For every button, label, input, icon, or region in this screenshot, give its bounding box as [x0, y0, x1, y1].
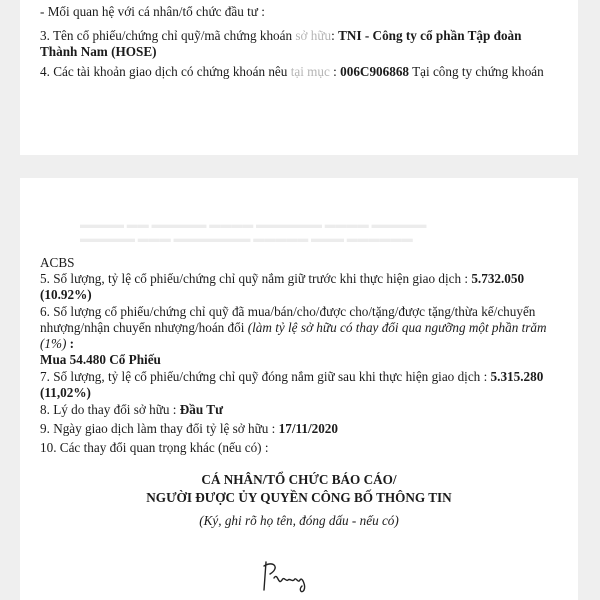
item-4-account: 006C906868 — [340, 64, 410, 79]
item-3-colon: : — [331, 28, 339, 43]
document-page-top — [20, 0, 578, 155]
item-3-value: TNI - Công ty cổ phần Tập đoàn — [338, 28, 522, 43]
handwritten-signature — [260, 556, 320, 596]
item-4-label: 4. Các tài khoản giao dịch có chứng khoán nêu — [40, 64, 288, 79]
item-8-label: 8. Lý do thay đổi sở hữu : — [40, 402, 180, 417]
bleed-through-text: ▬▬▬▬ ▬▬ ▬▬▬▬▬ ▬▬▬▬ ▬▬▬▬▬▬ ▬▬▬▬ ▬▬▬▬▬ ▬▬▬▬▬ ▬▬▬ ▬▬▬▬▬▬▬ ▬▬▬▬▬ ▬▬▬ ▬▬▬▬▬▬ — [80, 219, 427, 245]
item-5-value: 5.732.050 — [471, 271, 525, 286]
item-9-label: 9. Ngày giao dịch làm thay đổi tỷ lệ sở hữu : — [40, 421, 279, 436]
item-9-value: 17/11/2020 — [278, 421, 338, 436]
item-3-line — [40, 28, 521, 44]
item-6-line2 — [40, 320, 547, 336]
item-6-line3 — [40, 336, 74, 352]
broker-name: ACBS — [40, 255, 75, 270]
relationship-line: - Mối quan hệ với cá nhân/tổ chức đầu tư : — [40, 4, 265, 19]
item-6-value-line — [40, 352, 161, 368]
item-3-value-cont: Thành Nam (HOSE) — [40, 44, 157, 59]
item-4-line — [40, 64, 544, 80]
item-8-line — [40, 402, 223, 418]
item-8-value: Đầu Tư — [179, 402, 223, 417]
document-page-bottom — [20, 178, 578, 600]
item-6-value: Mua 54.480 Cổ Phiếu — [40, 352, 161, 367]
item-4-colon: : — [329, 64, 341, 79]
item-7-pct-line — [40, 385, 91, 401]
item-9-line — [40, 421, 338, 437]
signature-note: (Ký, ghi rõ họ tên, đóng dấu - nếu có) — [199, 513, 399, 528]
item-5-percent: (10.92%) — [40, 287, 92, 302]
item-6-colon: : — [66, 336, 75, 351]
item-7-line — [40, 369, 543, 385]
signature-title-1: CÁ NHÂN/TỔ CHỨC BÁO CÁO/ — [201, 472, 397, 487]
item-6-line2-italic: (làm tỷ lệ sở hữu có thay đổi qua ngưỡng một phần trăm — [247, 320, 547, 335]
item-3-continuation — [40, 44, 157, 60]
item-6-line3-italic: (1%) — [40, 336, 67, 351]
item-5-label: 5. Số lượng, tỷ lệ cổ phiếu/chứng chỉ quỹ nắm giữ trước khi thực hiện giao dịch : — [40, 271, 472, 286]
item-7-label: 7. Số lượng, tỷ lệ cổ phiếu/chứng chỉ quỹ đóng nắm giữ sau khi thực hiện giao dịch : — [40, 369, 491, 384]
item-3-label: 3. Tên cổ phiếu/chứng chỉ quỹ/mã chứng khoán — [40, 28, 293, 43]
item-5-line — [40, 271, 524, 287]
item-6-line1: 6. Số lượng cổ phiếu/chứng chỉ quỹ đã mua/bán/cho/được cho/tặng/được tặng/thừa kế/chuyển — [40, 304, 536, 319]
item-7-percent: (11,02%) — [40, 385, 91, 400]
item-4-faint-text: tại mục — [290, 64, 330, 79]
item-4-suffix: Tại công ty chứng khoán — [409, 64, 544, 79]
item-7-value: 5.315.280 — [490, 369, 544, 384]
item-10-line: 10. Các thay đổi quan trọng khác (nếu có) : — [40, 440, 269, 455]
item-6-line2-text: nhượng/nhận chuyển nhượng/hoán đổi — [40, 320, 248, 335]
signature-title-2: NGƯỜI ĐƯỢC ỦY QUYỀN CÔNG BỐ THÔNG TIN — [146, 490, 452, 505]
item-5-pct-line — [40, 287, 92, 303]
item-3-faint-text: sở hữu — [295, 28, 332, 43]
